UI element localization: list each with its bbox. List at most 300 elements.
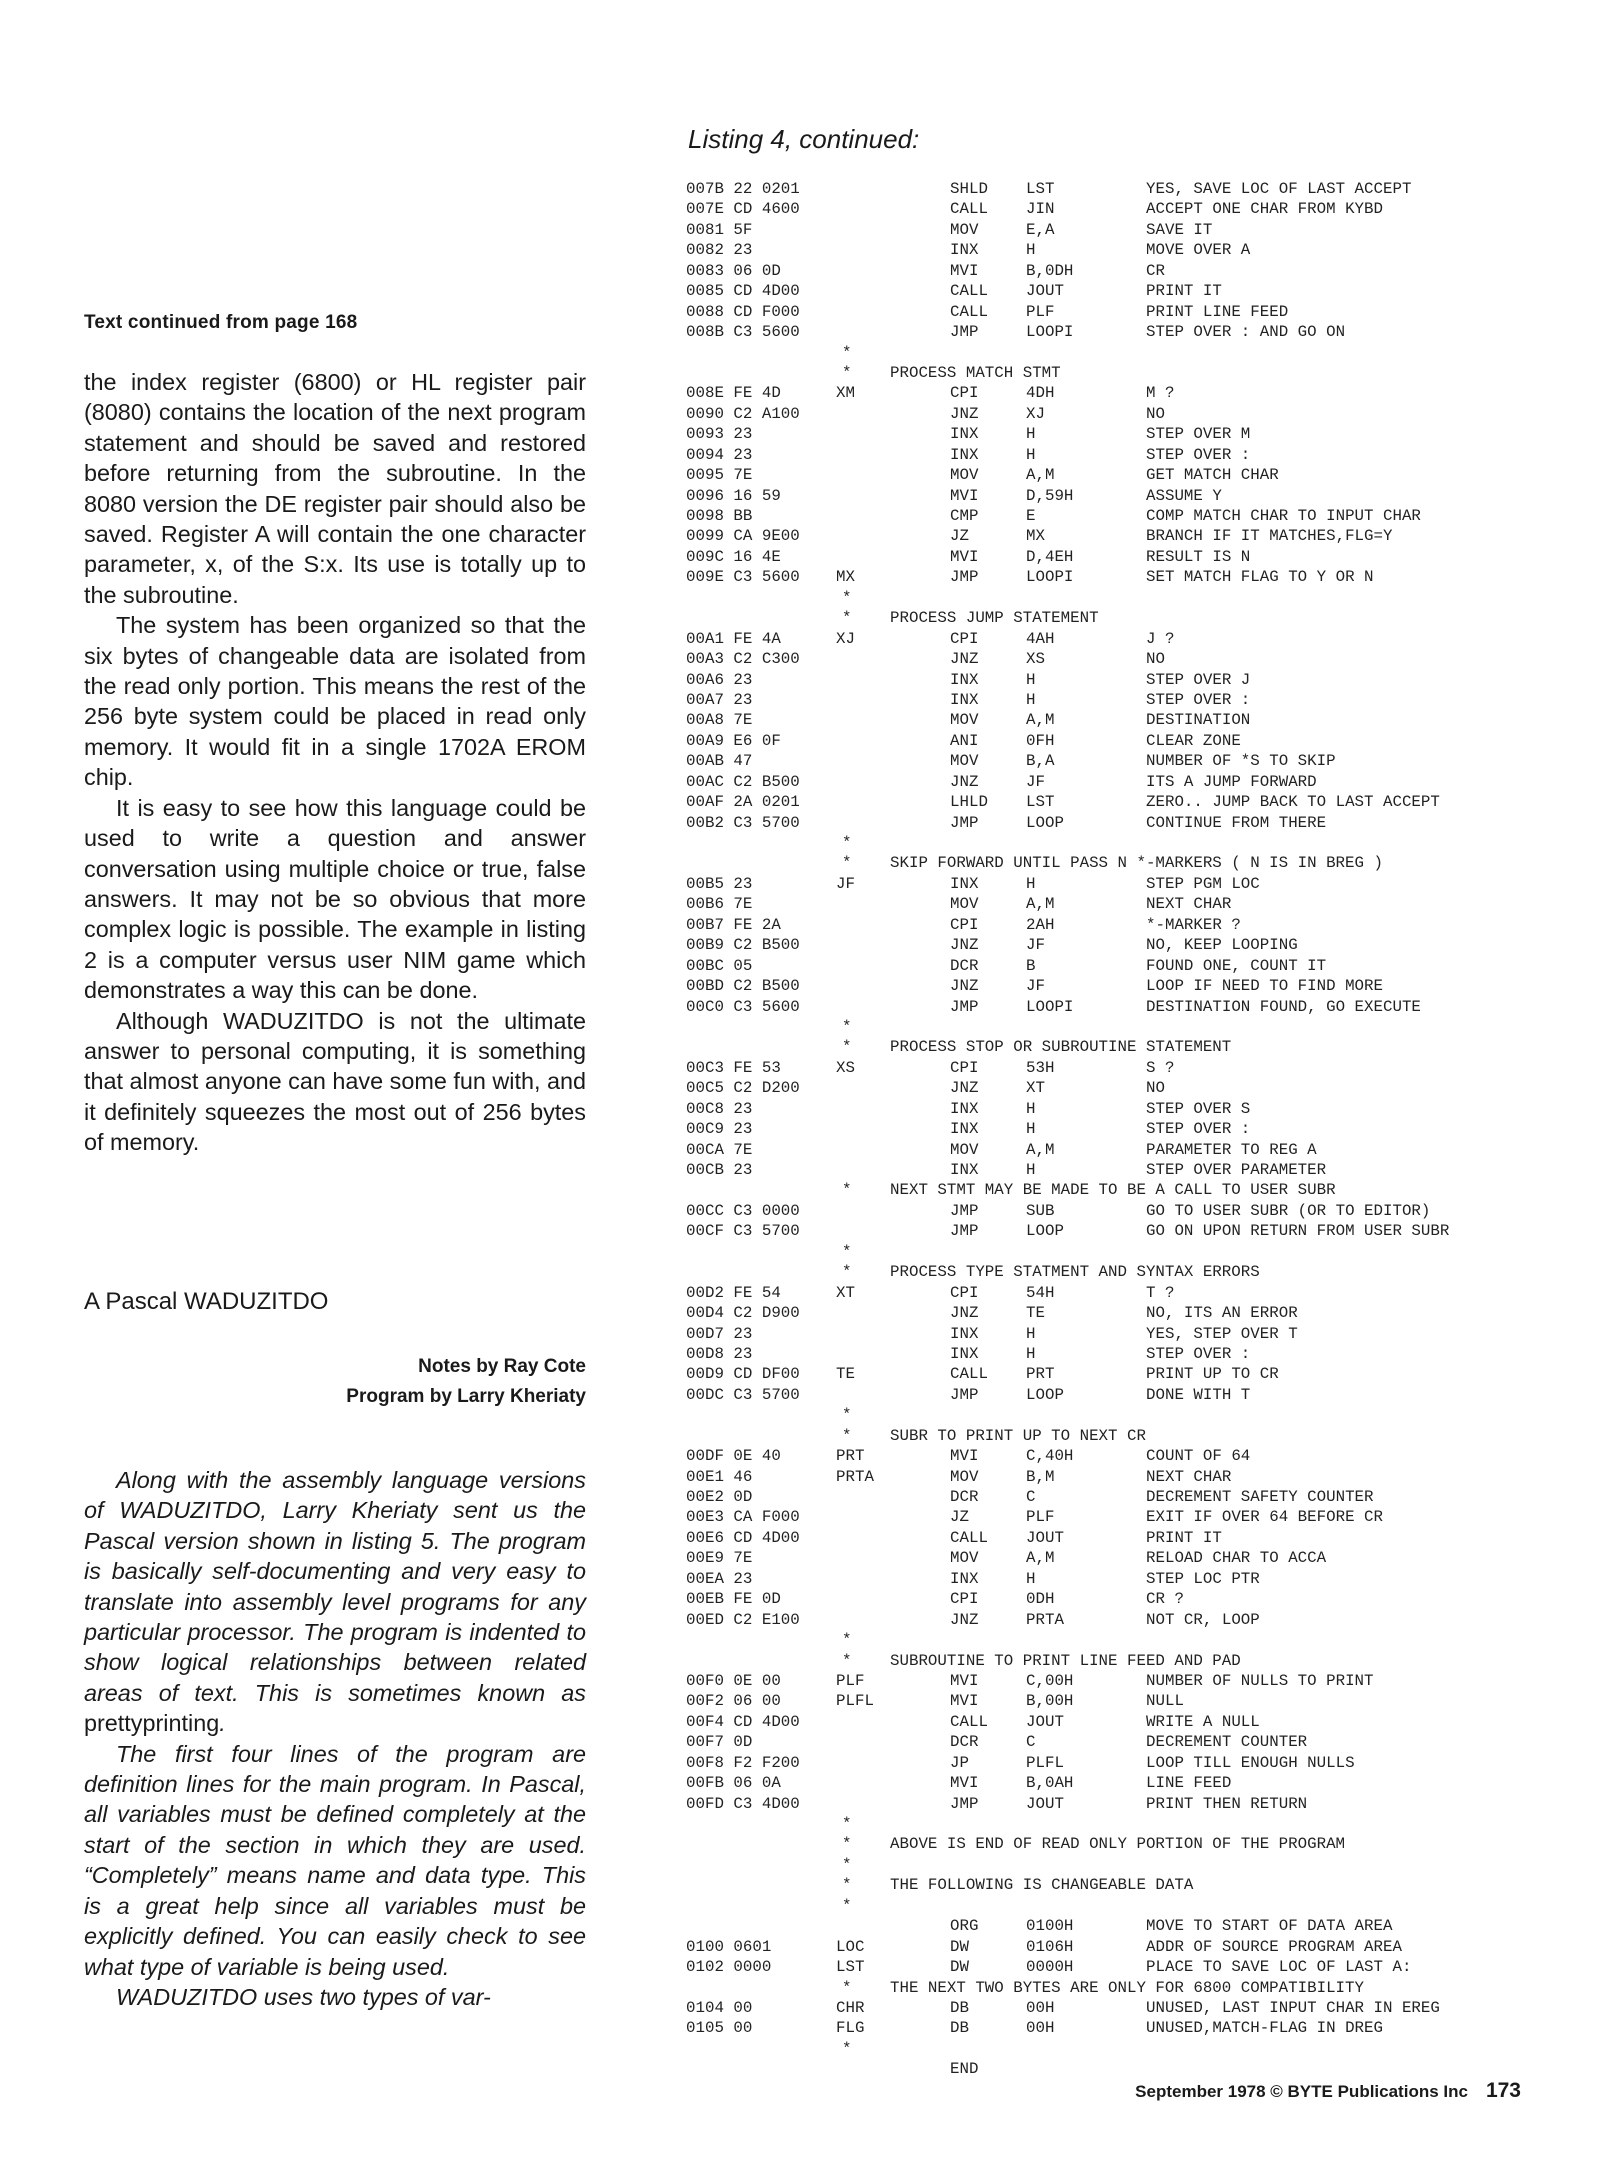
listing-address: 0098 BB [686, 507, 753, 525]
listing-opcode: SHLD [950, 180, 988, 198]
paragraph: The system has been organized so that the six bytes of changeable data are isolated from the read only portion. This means the rest of the 256 byte system could be placed in read only memory. It would fit in a single 1702A EROM chip. [84, 612, 586, 791]
listing-comment: COUNT OF 64 [1146, 1447, 1251, 1466]
listing-opcode: MOV [950, 1140, 979, 1159]
listing-address: 00E1 46 [686, 1467, 753, 1486]
listing-comment-text: NEXT STMT MAY BE MADE TO BE A CALL TO USER SUBR [890, 1181, 1336, 1200]
listing-opcode: INX [950, 425, 979, 444]
pascal-intro [84, 1465, 586, 2012]
listing-operand: H [1026, 1344, 1036, 1363]
listing-address: 00D4 C2 D900 [686, 1304, 800, 1323]
listing-comment: CONTINUE FROM THERE [1146, 813, 1327, 832]
listing-operand: H [1026, 874, 1036, 893]
listing-comment-text: PROCESS TYPE STATMENT AND SYNTAX ERRORS [890, 1263, 1260, 1282]
listing-comment: J ? [1146, 629, 1175, 648]
listing-opcode: MVI [950, 1671, 979, 1690]
listing-opcode: INX [950, 1569, 979, 1588]
listing-opcode: JZ [950, 1508, 969, 1527]
listing-opcode: INX [950, 1099, 979, 1118]
listing-opcode: CALL [950, 1528, 988, 1547]
listing-address: 0104 00 [686, 1998, 753, 2017]
listing-address: 00C5 C2 D200 [686, 1079, 800, 1098]
listing-comment: SET MATCH FLAG TO Y OR N [1146, 568, 1374, 587]
listing-operand: PRTA [1026, 1610, 1064, 1629]
listing-label: PLF [836, 1671, 865, 1690]
listing-operand: 00H [1026, 1998, 1055, 2017]
listing-label: LOC [836, 1937, 865, 1956]
listing-opcode: CPI [950, 1058, 979, 1077]
listing-comment: UNUSED,MATCH-FLAG IN DREG [1146, 2019, 1383, 2038]
listing-comment: NUMBER OF *S TO SKIP [1146, 752, 1336, 771]
listing-address: 00D9 CD DF00 [686, 1365, 800, 1384]
listing-comment: STEP OVER : AND GO ON [1146, 323, 1346, 342]
listing-comment: GO ON UPON RETURN FROM USER SUBR [1146, 1222, 1450, 1241]
listing-opcode: DB [950, 1998, 969, 2017]
listing-comment: LOOP IF NEED TO FIND MORE [1146, 977, 1383, 996]
listing-opcode: INX [950, 1161, 979, 1179]
comment-marker: * [842, 1017, 852, 1036]
listing-opcode: ANI [950, 731, 979, 750]
listing-operand: A,M [1026, 1549, 1055, 1568]
listing-comment: BRANCH IF IT MATCHES,FLG=Y [1146, 527, 1393, 546]
listing-address: 00EB FE 0D [686, 1590, 781, 1609]
listing-operand: E,A [1026, 220, 1055, 239]
listing-operand: A,M [1026, 1140, 1055, 1159]
listing-comment: GO TO USER SUBR (OR TO EDITOR) [1146, 1201, 1431, 1220]
listing-opcode: JNZ [950, 1304, 979, 1323]
listing-address: 0085 CD 4D00 [686, 282, 800, 301]
listing-address: 0105 00 [686, 2019, 753, 2038]
listing-operand: D,4EH [1026, 547, 1074, 566]
listing-opcode: MOV [950, 752, 979, 771]
listing-operand: B,0AH [1026, 1774, 1074, 1793]
paragraph: Although WADUZITDO is not the ultimate answer to personal computing, it is something that almost anyone can have some fun with, and it definitely squeezes the most out of 256 bytes of memory. [84, 1007, 586, 1156]
comment-marker: * [842, 1876, 852, 1895]
listing-comment: PRINT LINE FEED [1146, 302, 1289, 321]
listing-address: 00A1 FE 4A [686, 629, 781, 648]
listing-address: 00B2 C3 5700 [686, 813, 800, 832]
listing-label: TE [836, 1365, 855, 1384]
listing-opcode: CPI [950, 1590, 979, 1609]
listing-opcode: END [950, 2060, 979, 2079]
listing-operand: XT [1026, 1079, 1045, 1098]
comment-marker: * [842, 1242, 852, 1261]
listing-operand: LST [1026, 180, 1055, 198]
comment-marker: * [842, 1815, 852, 1833]
listing-comment: S ? [1146, 1058, 1175, 1077]
listing-comment: SAVE IT [1146, 220, 1213, 239]
listing-operand: A,M [1026, 711, 1055, 730]
listing-address: 00C3 FE 53 [686, 1058, 781, 1077]
listing-address: 00E6 CD 4D00 [686, 1528, 800, 1547]
italic-paragraph [84, 1465, 586, 1739]
listing-comment: *-MARKER ? [1146, 915, 1241, 934]
comment-marker: * [842, 1835, 852, 1854]
listing-operand: E [1026, 507, 1036, 525]
listing-operand: H [1026, 1161, 1036, 1179]
program-credit: Program by Larry Kheriaty [346, 1386, 586, 1407]
listing-label: JF [836, 874, 855, 893]
listing-opcode: JMP [950, 1222, 979, 1241]
listing-opcode: DB [950, 2019, 969, 2038]
listing-opcode: INX [950, 1120, 979, 1139]
listing-address: 00CB 23 [686, 1161, 753, 1179]
listing-address: 0088 CD F000 [686, 302, 800, 321]
listing-comment: STEP PGM LOC [1146, 874, 1260, 893]
listing-title: Listing 4, continued: [688, 124, 920, 154]
listing-opcode: MOV [950, 1549, 979, 1568]
listing-opcode: LHLD [950, 793, 988, 812]
listing-address: 00E2 0D [686, 1488, 753, 1506]
listing-opcode: JNZ [950, 1079, 979, 1098]
listing-address: 00DC C3 5700 [686, 1385, 800, 1404]
comment-marker: * [842, 1426, 852, 1445]
listing-comment-text: SUBROUTINE TO PRINT LINE FEED AND PAD [890, 1651, 1241, 1670]
listing-address: 0082 23 [686, 241, 753, 260]
listing-operand: H [1026, 1324, 1036, 1343]
paragraph: the index register (6800) or HL register pair (8080) contains the location of the next program statement and should be saved and restored before returning from the subroutine. In the 8080 version the DE register pair should also be saved. Register A will contain the one character parameter, x, of the S:x. Its use is totally up to the subroutine. [84, 369, 586, 608]
comment-marker: * [842, 2039, 852, 2058]
listing-address: 0095 7E [686, 466, 753, 485]
listing-operand: LOOPI [1026, 568, 1074, 587]
listing-comment-text: SKIP FORWARD UNTIL PASS N *-MARKERS ( N IS IN BREG ) [890, 854, 1383, 873]
listing-operand: MX [1026, 527, 1045, 546]
listing-address: 00B7 FE 2A [686, 915, 781, 934]
listing-comment: STEP OVER : [1146, 445, 1251, 464]
comment-marker: * [842, 588, 852, 607]
listing-address: 00AF 2A 0201 [686, 793, 800, 812]
listing-opcode: INX [950, 670, 979, 689]
listing-opcode: INX [950, 241, 979, 260]
listing-address: 00F8 F2 F200 [686, 1753, 800, 1772]
listing-opcode: ORG [950, 1917, 979, 1936]
section-heading: A Pascal WADUZITDO [84, 1288, 329, 1315]
listing-address: 00AC C2 B500 [686, 772, 800, 791]
listing-opcode: JMP [950, 813, 979, 832]
listing-operand: JF [1026, 977, 1045, 996]
listing-comment: RELOAD CHAR TO ACCA [1146, 1549, 1327, 1568]
listing-operand: LOOP [1026, 1222, 1064, 1241]
listing-address: 00F2 06 00 [686, 1692, 781, 1711]
listing-operand: A,M [1026, 466, 1055, 485]
comment-marker: * [842, 1855, 852, 1874]
listing-comment: STEP OVER S [1146, 1099, 1251, 1118]
listing-comment: STEP OVER : [1146, 1120, 1251, 1139]
listing-comment: T ? [1146, 1283, 1175, 1302]
listing-opcode: MOV [950, 895, 979, 914]
listing-opcode: CMP [950, 507, 979, 525]
listing-comment-text: SUBR TO PRINT UP TO NEXT CR [890, 1426, 1146, 1445]
comment-marker: * [842, 343, 852, 362]
page-footer [1135, 2079, 1521, 2103]
listing-operand: LOOPI [1026, 323, 1074, 342]
listing-address: 00D7 23 [686, 1324, 753, 1343]
listing-comment: NOT CR, LOOP [1146, 1610, 1260, 1629]
listing-address: 00CF C3 5700 [686, 1222, 800, 1241]
listing-opcode: JNZ [950, 404, 979, 423]
listing-address: 00FB 06 0A [686, 1774, 781, 1793]
listing-address: 00E3 CA F000 [686, 1508, 800, 1527]
listing-operand: B,A [1026, 752, 1055, 771]
listing-opcode: MOV [950, 220, 979, 239]
listing-operand: PLFL [1026, 1753, 1064, 1772]
listing-operand: JOUT [1026, 282, 1064, 301]
paragraph: It is easy to see how this language could be used to write a question and answer conversation using multiple choice or true, false answers. It may not be so obvious that more complex logic is possible. The example in listing 2 is a computer versus user NIM game which demonstrates a way this can be done. [84, 794, 586, 1004]
continued-from-note: Text continued from page 168 [84, 312, 358, 333]
listing-comment: MOVE OVER A [1146, 241, 1251, 260]
listing-operand: H [1026, 1099, 1036, 1118]
listing-operand: JF [1026, 772, 1045, 791]
listing-comment-text: PROCESS STOP OR SUBROUTINE STATEMENT [890, 1038, 1232, 1057]
listing-address: 009C 16 4E [686, 547, 781, 566]
listing-comment: LOOP TILL ENOUGH NULLS [1146, 1753, 1355, 1772]
listing-comment: PRINT UP TO CR [1146, 1365, 1279, 1384]
listing-operand: B [1026, 956, 1036, 975]
listing-address: 00A8 7E [686, 711, 753, 730]
listing-comment: UNUSED, LAST INPUT CHAR IN EREG [1146, 1998, 1440, 2017]
listing-comment: NO [1146, 650, 1165, 669]
listing-operand: B,M [1026, 1467, 1055, 1486]
comment-marker: * [842, 1631, 852, 1650]
listing-address: 00BC 05 [686, 956, 753, 975]
listing-operand: C [1026, 1488, 1036, 1506]
listing-operand: 2AH [1026, 915, 1055, 934]
listing-opcode: MVI [950, 261, 979, 280]
comment-marker: * [842, 1978, 852, 1997]
listing-opcode: JMP [950, 323, 979, 342]
listing-opcode: JNZ [950, 1610, 979, 1629]
listing-comment: PRINT IT [1146, 282, 1222, 301]
listing-label: LST [836, 1958, 865, 1977]
listing-opcode: DCR [950, 1733, 979, 1752]
listing-operand: PRT [1026, 1365, 1055, 1384]
listing-comment-text: PROCESS MATCH STMT [890, 363, 1061, 382]
listing-label: PLFL [836, 1692, 874, 1711]
listing-label: FLG [836, 2019, 865, 2038]
listing-comment: DESTINATION FOUND, GO EXECUTE [1146, 997, 1421, 1016]
listing-comment: ACCEPT ONE CHAR FROM KYBD [1146, 200, 1383, 219]
listing-address: 00D8 23 [686, 1344, 753, 1363]
comment-marker: * [842, 1038, 852, 1057]
listing-operand: JIN [1026, 200, 1055, 219]
listing-address: 00EA 23 [686, 1569, 753, 1588]
listing-comment: CR [1146, 261, 1165, 280]
listing-comment-text: THE NEXT TWO BYTES ARE ONLY FOR 6800 COMPATIBILITY [890, 1978, 1364, 1997]
listing-opcode: INX [950, 874, 979, 893]
listing-opcode: JNZ [950, 650, 979, 669]
comment-marker: * [842, 363, 852, 382]
listing-comment: PLACE TO SAVE LOC OF LAST A: [1146, 1958, 1412, 1977]
listing-address: 00D2 FE 54 [686, 1283, 781, 1302]
listing-operand: XJ [1026, 404, 1045, 423]
listing-comment: ZERO.. JUMP BACK TO LAST ACCEPT [1146, 793, 1440, 812]
listing-operand: H [1026, 1120, 1036, 1139]
listing-comment: CLEAR ZONE [1146, 731, 1241, 750]
comment-marker: * [842, 1181, 852, 1200]
listing-comment: STEP OVER : [1146, 1344, 1251, 1363]
listing-comment: STEP OVER M [1146, 425, 1251, 444]
listing-operand: JOUT [1026, 1712, 1064, 1731]
listing-opcode: JMP [950, 1201, 979, 1220]
listing-address: 00A7 23 [686, 690, 753, 709]
listing-address: 008B C3 5600 [686, 323, 800, 342]
listing-opcode: CPI [950, 629, 979, 648]
listing-comment-text: ABOVE IS END OF READ ONLY PORTION OF THE PROGRAM [890, 1835, 1346, 1854]
listing-comment: NEXT CHAR [1146, 1467, 1232, 1486]
listing-address: 00F7 0D [686, 1733, 753, 1752]
listing-comment-text: THE FOLLOWING IS CHANGEABLE DATA [890, 1876, 1194, 1895]
listing-opcode: MOV [950, 466, 979, 485]
listing-opcode: CALL [950, 1712, 988, 1731]
listing-comment: LINE FEED [1146, 1774, 1232, 1793]
listing-label: PRT [836, 1447, 865, 1466]
listing-address: 00CC C3 0000 [686, 1201, 800, 1220]
listing-label: XM [836, 384, 855, 403]
listing-opcode: INX [950, 445, 979, 464]
listing-operand: PLF [1026, 1508, 1055, 1527]
listing-comment: FOUND ONE, COUNT IT [1146, 956, 1327, 975]
italic-text-run: . [219, 1710, 226, 1737]
listing-comment: DESTINATION [1146, 711, 1251, 730]
listing-address: 00E9 7E [686, 1549, 753, 1568]
listing-operand: JOUT [1026, 1794, 1064, 1813]
listing-opcode: JNZ [950, 936, 979, 955]
listing-operand: 54H [1026, 1283, 1055, 1302]
listing-opcode: MOV [950, 1467, 979, 1486]
listing-label: MX [836, 568, 855, 587]
listing-address: 00B6 7E [686, 895, 753, 914]
listing-comment: STEP OVER J [1146, 670, 1251, 689]
listing-opcode: MVI [950, 1447, 979, 1466]
comment-marker: * [842, 1406, 852, 1425]
listing-operand: LOOP [1026, 1385, 1064, 1404]
listing-operand: H [1026, 670, 1036, 689]
listing-operand: 53H [1026, 1058, 1055, 1077]
listing-operand: 0FH [1026, 731, 1055, 750]
prettyprinting-term: prettyprinting [84, 1710, 220, 1737]
listing-address: 00BD C2 B500 [686, 977, 800, 996]
listing-address: 007B 22 0201 [686, 180, 800, 198]
listing-address: 00F0 0E 00 [686, 1671, 781, 1690]
listing-operand: H [1026, 425, 1036, 444]
listing-address: 00A9 E6 0F [686, 731, 781, 750]
listing-comment: MOVE TO START OF DATA AREA [1146, 1917, 1393, 1936]
listing-address: 0093 23 [686, 425, 753, 444]
listing-address: 0096 16 59 [686, 486, 781, 505]
listing-comment: M ? [1146, 384, 1175, 403]
listing-address: 00B5 23 [686, 874, 753, 893]
listing-operand: LOOPI [1026, 997, 1074, 1016]
listing-address: 00C9 23 [686, 1120, 753, 1139]
listing-operand: C [1026, 1733, 1036, 1752]
listing-operand: SUB [1026, 1201, 1055, 1220]
listing-address: 00AB 47 [686, 752, 753, 771]
listing-comment: NO, KEEP LOOPING [1146, 936, 1298, 955]
listing-comment: STEP OVER PARAMETER [1146, 1161, 1327, 1179]
listing-comment: EXIT IF OVER 64 BEFORE CR [1146, 1508, 1383, 1527]
listing-operand: JOUT [1026, 1528, 1064, 1547]
listing-opcode: CALL [950, 1365, 988, 1384]
listing-operand: D,59H [1026, 486, 1074, 505]
listing-opcode: INX [950, 1344, 979, 1363]
listing-comment: STEP LOC PTR [1146, 1569, 1260, 1588]
comment-marker: * [842, 1896, 852, 1915]
listing-operand: H [1026, 445, 1036, 464]
listing-label: PRTA [836, 1467, 874, 1486]
listing-operand: C,00H [1026, 1671, 1074, 1690]
listing-opcode: INX [950, 1324, 979, 1343]
listing-opcode: MVI [950, 1692, 979, 1711]
listing-address: 0090 C2 A100 [686, 404, 800, 423]
italic-paragraph: WADUZITDO uses two types of var- [116, 1983, 491, 2010]
comment-marker: * [842, 854, 852, 873]
listing-comment: ADDR OF SOURCE PROGRAM AREA [1146, 1937, 1402, 1956]
listing-comment: DECREMENT COUNTER [1146, 1733, 1308, 1752]
listing-operand: 0000H [1026, 1958, 1074, 1977]
listing-operand: LST [1026, 793, 1055, 812]
listing-opcode: INX [950, 690, 979, 709]
listing-comment: YES, STEP OVER T [1146, 1324, 1298, 1343]
listing-address: 00C0 C3 5600 [686, 997, 800, 1016]
listing-opcode: MVI [950, 1774, 979, 1793]
listing-opcode: CPI [950, 1283, 979, 1302]
listing-opcode: JP [950, 1753, 969, 1772]
listing-operand: 4DH [1026, 384, 1055, 403]
listing-operand: C,40H [1026, 1447, 1074, 1466]
comment-marker: * [842, 834, 852, 852]
italic-text-run: Along with the assembly language versions of WADUZITDO, Larry Kheriaty sent us the Pascal version shown in listing 5. The program is basically self-documenting and very easy to translate into assembly level programs for any particular processor. The program is indented to show logical relationships between related areas of text. This is sometimes known as [84, 1467, 586, 1706]
listing-label: CHR [836, 1998, 865, 2017]
listing-operand: XS [1026, 650, 1045, 669]
listing-address: 00DF 0E 40 [686, 1447, 781, 1466]
listing-opcode: JMP [950, 568, 979, 587]
article-body [84, 367, 586, 1158]
listing-operand: JF [1026, 936, 1045, 955]
listing-opcode: CALL [950, 282, 988, 301]
listing-address: 007E CD 4600 [686, 200, 800, 219]
listing-comment: PARAMETER TO REG A [1146, 1140, 1317, 1159]
listing-operand: B,0DH [1026, 261, 1074, 280]
listing-address: 008E FE 4D [686, 384, 781, 403]
listing-comment: NUMBER OF NULLS TO PRINT [1146, 1671, 1374, 1690]
listing-address: 00FD C3 4D00 [686, 1794, 800, 1813]
listing-comment: RESULT IS N [1146, 547, 1251, 566]
listing-opcode: JMP [950, 997, 979, 1016]
listing-operand: 00H [1026, 2019, 1055, 2038]
listing-opcode: MOV [950, 711, 979, 730]
listing-label: XT [836, 1283, 855, 1302]
listing-address: 0099 CA 9E00 [686, 527, 800, 546]
page-number: 173 [1485, 2079, 1521, 2102]
listing-operand: 0100H [1026, 1917, 1074, 1936]
notes-credit: Notes by Ray Cote [418, 1356, 586, 1377]
credits [346, 1352, 586, 1412]
listing-comment: GET MATCH CHAR [1146, 466, 1279, 485]
listing-operand: TE [1026, 1304, 1045, 1323]
listing-comment-text: PROCESS JUMP STATEMENT [890, 609, 1099, 628]
listing-opcode: CPI [950, 384, 979, 403]
listing-opcode: JMP [950, 1794, 979, 1813]
listing-label: XJ [836, 629, 855, 648]
listing-comment: ASSUME Y [1146, 486, 1222, 505]
listing-comment: STEP OVER : [1146, 690, 1251, 709]
listing-comment: NO [1146, 404, 1165, 423]
listing-opcode: DCR [950, 956, 979, 975]
listing-address: 00F4 CD 4D00 [686, 1712, 800, 1731]
listing-address: 00ED C2 E100 [686, 1610, 800, 1629]
listing-address: 0081 5F [686, 220, 753, 239]
listing-comment: NO [1146, 1079, 1165, 1098]
listing-address: 0094 23 [686, 445, 753, 464]
